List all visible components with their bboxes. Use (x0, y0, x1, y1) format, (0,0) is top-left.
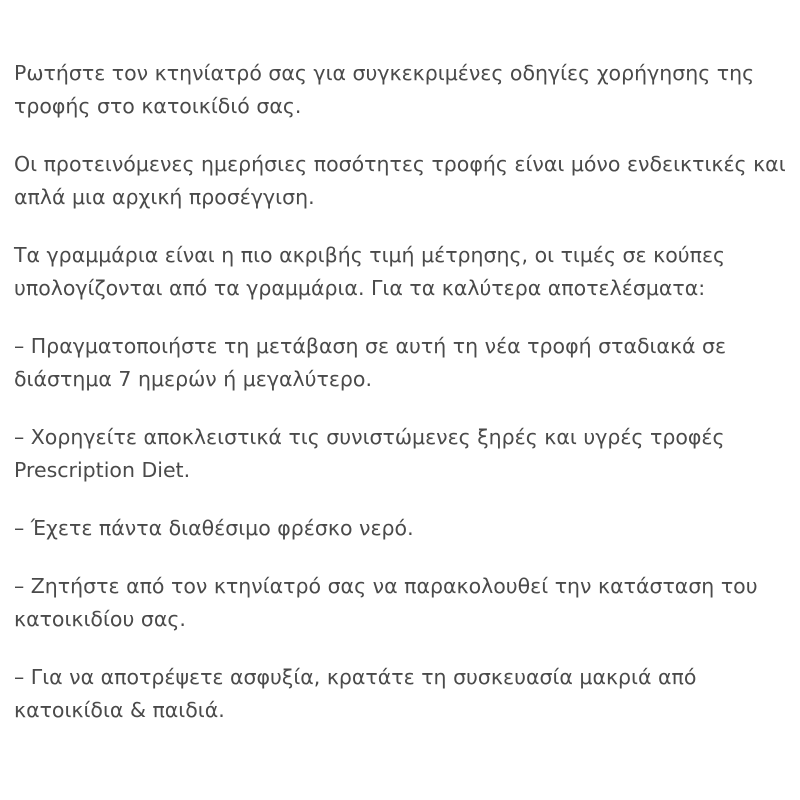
exclusive-feeding-tip-item: – Χορηγείτε αποκλειστικά τις συνιστώμενες ξηρές και υγρές τροφές Prescription Diet. (14, 425, 725, 482)
transition-tip-item: – Πραγματοποιήστε τη μετάβαση σε αυτή τη νέα τροφή σταδιακά σε διάστημα 7 ημερών ή μεγαλύτερο. (14, 334, 727, 391)
vet-monitoring-tip-item: – Ζητήστε από τον κτηνίατρό σας να παρακολουθεί την κατάσταση του κατοικιδίου σας. (14, 574, 758, 631)
feeding-instructions (14, 57, 796, 752)
packaging-safety-tip-item: – Για να αποτρέψετε ασφυξία, κρατάτε τη συσκευασία μακριά από κατοικίδια & παιδιά. (14, 665, 697, 722)
vet-advice-paragraph: Ρωτήστε τον κτηνίατρό σας για συγκεκριμένες οδηγίες χορήγησης της τροφής στο κατοικίδιό σας. (14, 61, 755, 118)
fresh-water-tip-item: – Έχετε πάντα διαθέσιμο φρέσκο νερό. (14, 516, 414, 540)
grams-measurement-paragraph: Τα γραμμάρια είναι η πιο ακριβής τιμή μέτρησης, οι τιμές σε κούπες υπολογίζονται από τα γραμμάρια. Για τα καλύτερα αποτελέσματα: (14, 243, 726, 300)
daily-amounts-paragraph: Οι προτεινόμενες ημερήσιες ποσότητες τροφής είναι μόνο ενδεικτικές και απλά μια αρχική προσέγγιση. (14, 152, 786, 209)
